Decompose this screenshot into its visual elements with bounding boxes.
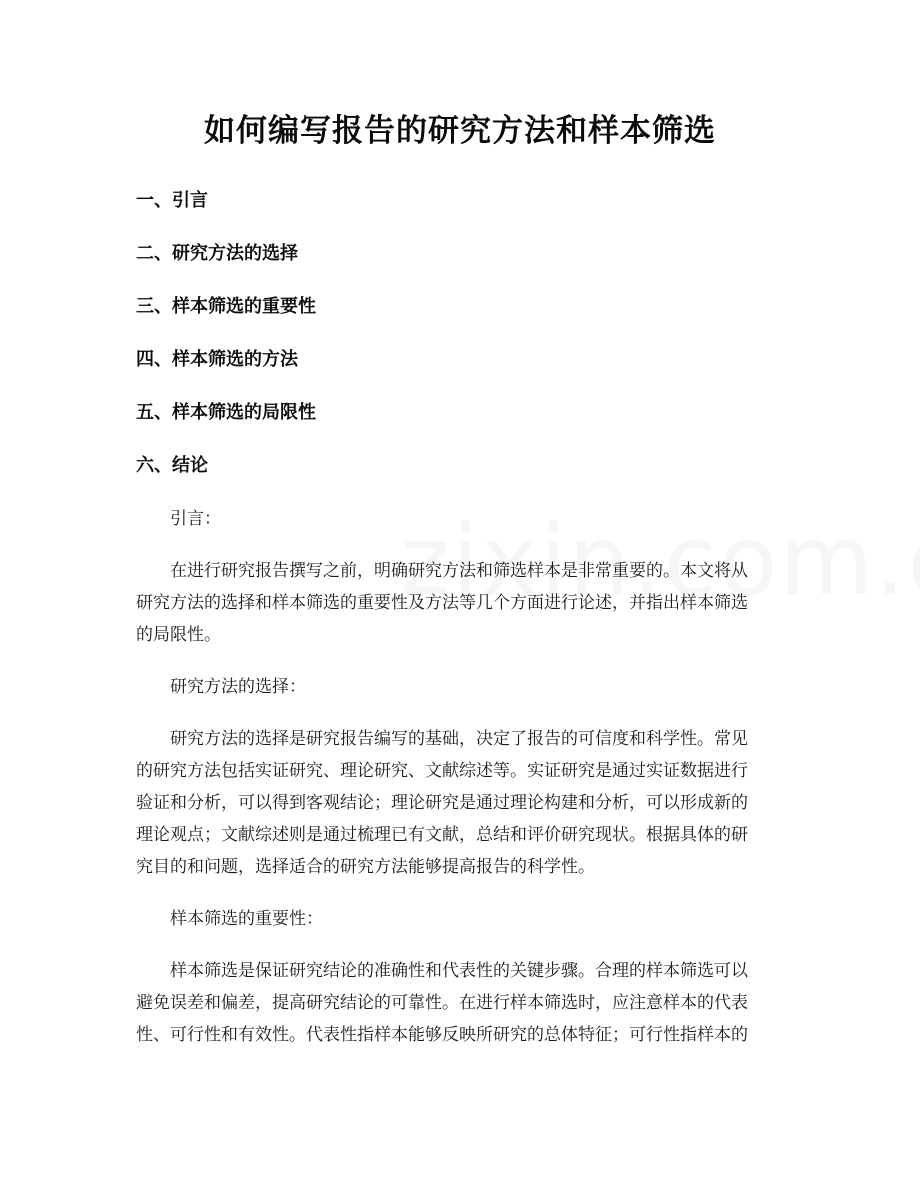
table-of-contents — [136, 187, 796, 505]
method-heading: 研究方法的选择： — [170, 677, 306, 697]
paragraph-line: 性、可行性和有效性。代表性指样本能够反映所研究的总体特征；可行性指样本的 — [136, 1025, 748, 1045]
toc-item-sample-methods: 四、样本筛选的方法 — [136, 349, 298, 370]
method-paragraph — [136, 723, 786, 883]
document-body — [136, 503, 786, 1071]
toc-item-introduction: 一、引言 — [136, 190, 208, 211]
toc-item-conclusion: 六、结论 — [136, 455, 208, 476]
paragraph-line: 的研究方法包括实证研究、理论研究、文献综述等。实证研究是通过实证数据进行 — [136, 761, 748, 781]
sample-paragraph — [136, 955, 786, 1051]
toc-item-sample-importance: 三、样本筛选的重要性 — [136, 296, 316, 317]
paragraph-line: 究目的和问题，选择适合的研究方法能够提高报告的科学性。 — [136, 857, 595, 877]
document-title: 如何编写报告的研究方法和样本筛选 — [204, 113, 716, 149]
intro-paragraph — [136, 555, 786, 651]
paragraph-line: 研究方法的选择是研究报告编写的基础，决定了报告的可信度和科学性。常见 — [170, 729, 748, 749]
toc-item-sample-limitations: 五、样本筛选的局限性 — [136, 402, 316, 423]
paragraph-line: 理论观点；文献综述则是通过梳理已有文献，总结和评价研究现状。根据具体的研 — [136, 825, 748, 845]
paragraph-line: 验证和分析，可以得到客观结论；理论研究是通过理论构建和分析，可以形成新的 — [136, 793, 748, 813]
sample-heading: 样本筛选的重要性： — [170, 909, 323, 929]
paragraph-line: 的局限性。 — [136, 625, 221, 645]
paragraph-line: 研究方法的选择和样本筛选的重要性及方法等几个方面进行论述，并指出样本筛选 — [136, 593, 748, 613]
toc-item-method-selection: 二、研究方法的选择 — [136, 243, 298, 264]
paragraph-line: 避免误差和偏差，提高研究结论的可靠性。在进行样本筛选时，应注意样本的代表 — [136, 993, 748, 1013]
paragraph-line: 在进行研究报告撰写之前，明确研究方法和筛选样本是非常重要的。本文将从 — [170, 561, 748, 581]
intro-heading: 引言： — [170, 509, 221, 529]
paragraph-line: 样本筛选是保证研究结论的准确性和代表性的关键步骤。合理的样本筛选可以 — [170, 961, 748, 981]
